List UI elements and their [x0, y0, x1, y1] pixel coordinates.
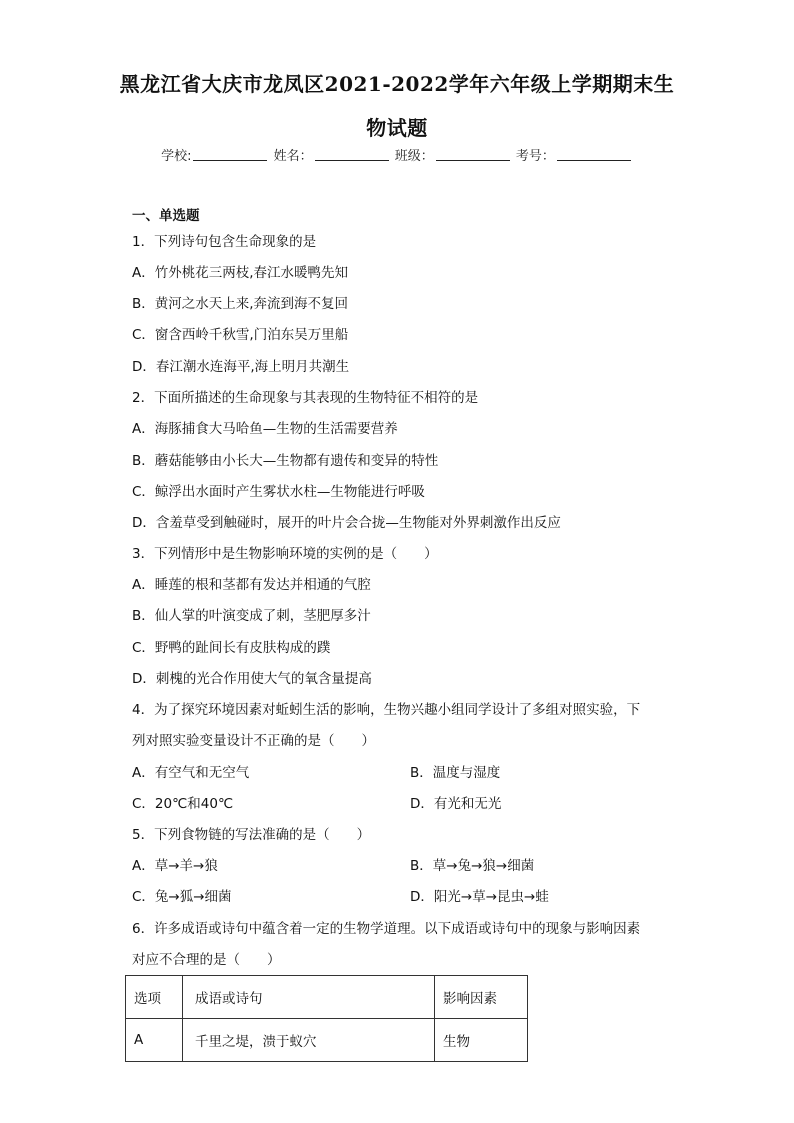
- table-header-cell: 选项: [126, 976, 183, 1019]
- exam-no-blank[interactable]: [557, 160, 631, 161]
- school-label: 学校:: [161, 149, 192, 164]
- option-item: A．有空气和无空气: [132, 765, 250, 781]
- table-header-row: [126, 976, 528, 1019]
- option-item: C．窗含西岭千秋雪,门泊东吴万里船: [132, 327, 349, 343]
- option-item: B．黄河之水天上来,奔流到海不复回: [132, 296, 349, 312]
- option-item: B．温度与湿度: [410, 765, 501, 781]
- option-item: D．含羞草受到触碰时，展开的叶片会合拢—生物能对外界刺激作出反应: [132, 515, 561, 531]
- option-item: D．春江潮水连海平,海上明月共潮生: [132, 359, 350, 375]
- option-item: C．兔→狐→细菌: [132, 889, 232, 905]
- option-item: B．草→兔→狼→细菌: [410, 858, 535, 874]
- answer-table: [125, 975, 528, 1062]
- class-label: 班级：: [394, 149, 434, 164]
- option-item: D．刺槐的光合作用使大气的氧含量提高: [132, 671, 372, 687]
- page-title-line1: 黑龙江省大庆市龙凤区2021-2022学年六年级上学期期末生: [119, 72, 675, 96]
- school-blank[interactable]: [193, 160, 267, 161]
- question-stem: 6．许多成语或诗句中蕴含着一定的生物学道理。以下成语或诗句中的现象与影响因素: [132, 921, 641, 937]
- question-stem: 2．下面所描述的生命现象与其表现的生物特征不相符的是: [132, 390, 479, 406]
- table-cell: A: [126, 1019, 183, 1062]
- name-blank[interactable]: [315, 160, 389, 161]
- table-header-cell: 影响因素: [435, 976, 528, 1019]
- option-item: C．野鸭的趾间长有皮肤构成的蹼: [132, 640, 331, 656]
- option-item: D．有光和无光: [410, 796, 502, 812]
- table-row: [126, 1019, 528, 1062]
- question-stem: 4．为了探究环境因素对蚯蚓生活的影响，生物兴趣小组同学设计了多组对照实验，下: [132, 702, 641, 718]
- option-item: A．睡莲的根和茎都有发达并相通的气腔: [132, 577, 371, 593]
- question-stem: 3．下列情形中是生物影响环境的实例的是（ ）: [132, 546, 438, 562]
- option-item: B．仙人掌的叶演变成了刺，茎肥厚多汁: [132, 608, 371, 624]
- question-stem: 5．下列食物链的写法准确的是（ ）: [132, 827, 371, 843]
- section-title: 一、单选题: [132, 208, 200, 224]
- page-title-line2: 物试题: [366, 116, 428, 140]
- name-label: 姓名：: [273, 149, 313, 164]
- option-item: C．鲸浮出水面时产生雾状水柱—生物能进行呼吸: [132, 484, 425, 500]
- question-stem: 对应不合理的是（ ）: [132, 952, 281, 968]
- option-item: A．海豚捕食大马哈鱼—生物的生活需要营养: [132, 421, 398, 437]
- option-item: A．草→羊→狼: [132, 858, 218, 874]
- option-item: D．阳光→草→昆虫→蛙: [410, 889, 549, 905]
- option-item: A．竹外桃花三两枝,春江水暖鸭先知: [132, 265, 349, 281]
- question-stem: 列对照实验变量设计不正确的是（ ）: [132, 733, 375, 749]
- option-item: B．蘑菇能够由小长大—生物都有遗传和变异的特性: [132, 453, 439, 469]
- table-cell: 千里之堤，溃于蚁穴: [183, 1019, 435, 1062]
- class-blank[interactable]: [436, 160, 510, 161]
- exam-no-label: 考号：: [515, 149, 555, 164]
- table-header-cell: 成语或诗句: [183, 976, 435, 1019]
- table-cell: 生物: [435, 1019, 528, 1062]
- question-stem: 1．下列诗句包含生命现象的是: [132, 234, 317, 250]
- student-info-row: [0, 145, 794, 164]
- option-item: C．20℃和40℃: [132, 796, 234, 812]
